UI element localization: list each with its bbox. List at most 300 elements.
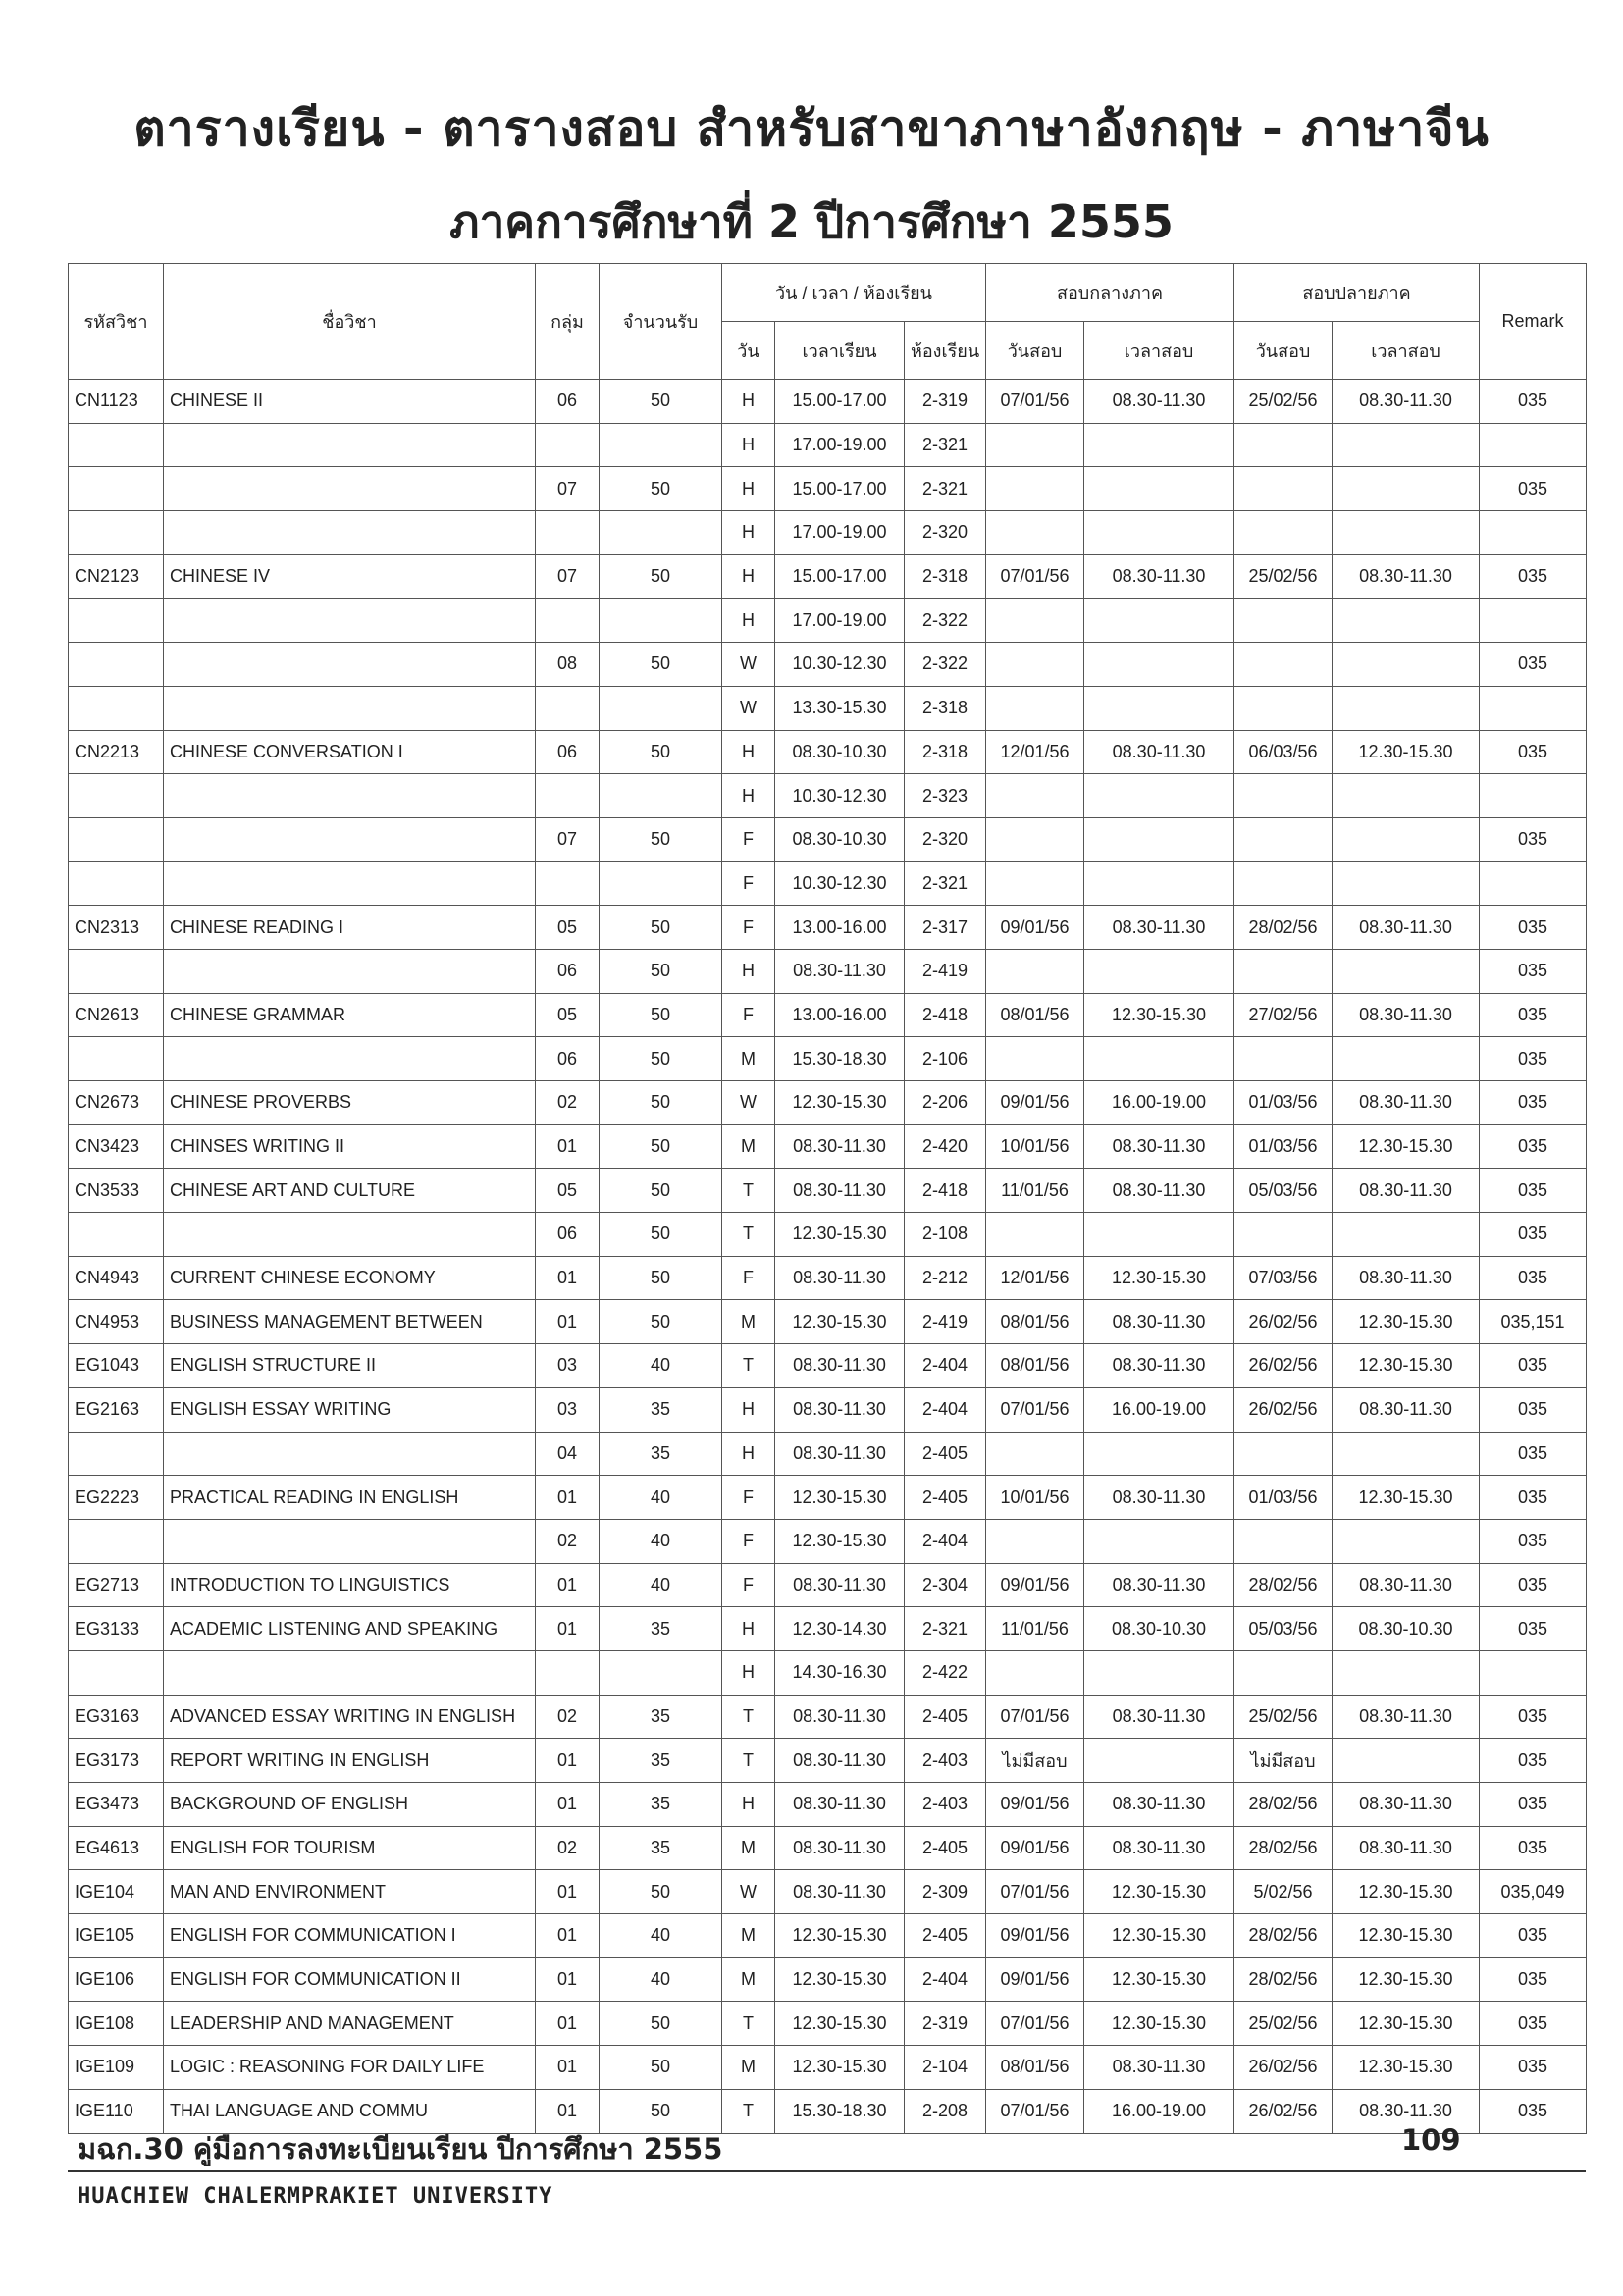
table-row (69, 993, 1587, 1037)
cell-time: 17.00-19.00 (775, 423, 905, 467)
cell-group: 01 (536, 1739, 600, 1783)
cell-code (69, 686, 164, 730)
cell-capacity (600, 861, 722, 906)
cell-midterm-date: 12/01/56 (986, 1256, 1084, 1300)
cell-final-date: 26/02/56 (1234, 1344, 1333, 1388)
cell-group: 01 (536, 1607, 600, 1651)
cell-capacity: 35 (600, 1783, 722, 1827)
cell-room: 2-404 (905, 1344, 986, 1388)
cell-time: 12.30-15.30 (775, 1957, 905, 2002)
cell-code: IGE104 (69, 1870, 164, 1914)
cell-group: 01 (536, 1300, 600, 1344)
cell-capacity: 50 (600, 2046, 722, 2090)
cell-group: 01 (536, 1783, 600, 1827)
cell-name: CHINESE GRAMMAR (164, 993, 536, 1037)
cell-final-time: 12.30-15.30 (1333, 1870, 1480, 1914)
cell-remark: 035 (1480, 1037, 1587, 1081)
cell-time: 15.30-18.30 (775, 2089, 905, 2133)
cell-midterm-date (986, 423, 1084, 467)
cell-capacity: 50 (600, 1213, 722, 1257)
cell-name (164, 467, 536, 511)
cell-capacity: 35 (600, 1695, 722, 1739)
cell-midterm-time (1084, 1213, 1234, 1257)
cell-midterm-time: 08.30-11.30 (1084, 1563, 1234, 1607)
cell-group: 07 (536, 554, 600, 599)
cell-time: 12.30-15.30 (775, 1914, 905, 1958)
cell-group (536, 599, 600, 643)
cell-name (164, 861, 536, 906)
cell-final-date (1234, 686, 1333, 730)
cell-midterm-time (1084, 599, 1234, 643)
cell-day: F (722, 861, 775, 906)
cell-name (164, 1650, 536, 1695)
table-row (69, 774, 1587, 818)
header-capacity: จำนวนรับ (600, 264, 722, 380)
table-row (69, 467, 1587, 511)
table-row (69, 1213, 1587, 1257)
table-row (69, 949, 1587, 993)
table-row (69, 554, 1587, 599)
page-number: 109 (1401, 2123, 1461, 2157)
cell-midterm-date: 08/01/56 (986, 993, 1084, 1037)
cell-remark: 035 (1480, 1124, 1587, 1169)
table-row (69, 2002, 1587, 2046)
cell-capacity: 35 (600, 1387, 722, 1432)
cell-day: W (722, 1081, 775, 1125)
cell-code (69, 423, 164, 467)
cell-room: 2-418 (905, 1169, 986, 1213)
cell-group: 06 (536, 380, 600, 424)
cell-capacity: 50 (600, 1081, 722, 1125)
cell-midterm-time (1084, 817, 1234, 861)
cell-remark: 035 (1480, 2089, 1587, 2133)
table-row (69, 1826, 1587, 1870)
cell-code: IGE110 (69, 2089, 164, 2133)
table-row (69, 1519, 1587, 1563)
cell-time: 08.30-11.30 (775, 1783, 905, 1827)
cell-final-time (1333, 511, 1480, 555)
cell-final-date: 26/02/56 (1234, 1300, 1333, 1344)
cell-capacity: 40 (600, 1519, 722, 1563)
cell-final-time (1333, 686, 1480, 730)
cell-remark (1480, 861, 1587, 906)
cell-group (536, 511, 600, 555)
cell-midterm-time (1084, 1650, 1234, 1695)
cell-remark: 035 (1480, 2002, 1587, 2046)
cell-remark: 035 (1480, 1957, 1587, 2002)
cell-midterm-time: 08.30-11.30 (1084, 1344, 1234, 1388)
cell-remark: 035 (1480, 1081, 1587, 1125)
cell-day: T (722, 2002, 775, 2046)
cell-final-time: 08.30-11.30 (1333, 2089, 1480, 2133)
cell-time: 12.30-15.30 (775, 1081, 905, 1125)
cell-group: 06 (536, 730, 600, 774)
cell-code (69, 949, 164, 993)
cell-time: 08.30-11.30 (775, 1387, 905, 1432)
cell-day: H (722, 380, 775, 424)
cell-name: ENGLISH STRUCTURE II (164, 1344, 536, 1388)
cell-final-time (1333, 1213, 1480, 1257)
cell-group: 02 (536, 1519, 600, 1563)
table-header (69, 264, 1587, 380)
cell-capacity: 50 (600, 554, 722, 599)
cell-remark: 035 (1480, 1256, 1587, 1300)
cell-midterm-time (1084, 1739, 1234, 1783)
cell-code: EG2163 (69, 1387, 164, 1432)
cell-midterm-date: 07/01/56 (986, 2002, 1084, 2046)
cell-group: 06 (536, 1037, 600, 1081)
cell-time: 08.30-11.30 (775, 1256, 905, 1300)
cell-day: H (722, 599, 775, 643)
cell-remark (1480, 686, 1587, 730)
cell-day: T (722, 1344, 775, 1388)
cell-remark (1480, 423, 1587, 467)
cell-time: 15.00-17.00 (775, 380, 905, 424)
cell-remark: 035 (1480, 1607, 1587, 1651)
cell-capacity: 50 (600, 643, 722, 687)
cell-remark: 035 (1480, 730, 1587, 774)
cell-name: LEADERSHIP AND MANAGEMENT (164, 2002, 536, 2046)
header-name: ชื่อวิชา (164, 264, 536, 380)
cell-name (164, 1213, 536, 1257)
cell-room: 2-206 (905, 1081, 986, 1125)
cell-midterm-time (1084, 423, 1234, 467)
cell-code (69, 1519, 164, 1563)
cell-final-date: 25/02/56 (1234, 2002, 1333, 2046)
cell-group: 06 (536, 949, 600, 993)
cell-time: 10.30-12.30 (775, 643, 905, 687)
cell-midterm-time: 12.30-15.30 (1084, 993, 1234, 1037)
header-final: สอบปลายภาค (1234, 264, 1480, 322)
cell-final-date: 25/02/56 (1234, 380, 1333, 424)
cell-midterm-date (986, 1037, 1084, 1081)
cell-room: 2-321 (905, 1607, 986, 1651)
cell-midterm-date: 10/01/56 (986, 1476, 1084, 1520)
cell-code: EG3163 (69, 1695, 164, 1739)
table-row (69, 1957, 1587, 2002)
cell-capacity: 40 (600, 1957, 722, 2002)
table-row (69, 1081, 1587, 1125)
header-class-group: วัน / เวลา / ห้องเรียน (722, 264, 986, 322)
cell-capacity: 35 (600, 1607, 722, 1651)
cell-name: ACADEMIC LISTENING AND SPEAKING (164, 1607, 536, 1651)
cell-capacity: 50 (600, 380, 722, 424)
cell-day: H (722, 554, 775, 599)
cell-time: 14.30-16.30 (775, 1650, 905, 1695)
cell-name (164, 1037, 536, 1081)
cell-midterm-date (986, 467, 1084, 511)
cell-final-date: 28/02/56 (1234, 1826, 1333, 1870)
header-group: กลุ่ม (536, 264, 600, 380)
cell-code (69, 1432, 164, 1476)
cell-code: CN2313 (69, 906, 164, 950)
cell-midterm-time: 16.00-19.00 (1084, 2089, 1234, 2133)
cell-final-date (1234, 643, 1333, 687)
cell-day: H (722, 423, 775, 467)
cell-midterm-date (986, 599, 1084, 643)
cell-remark: 035 (1480, 1783, 1587, 1827)
header-room: ห้องเรียน (905, 322, 986, 380)
cell-final-date: 28/02/56 (1234, 906, 1333, 950)
cell-final-date: 07/03/56 (1234, 1256, 1333, 1300)
cell-final-date: ไม่มีสอบ (1234, 1739, 1333, 1783)
cell-time: 15.00-17.00 (775, 467, 905, 511)
cell-name: INTRODUCTION TO LINGUISTICS (164, 1563, 536, 1607)
header-day: วัน (722, 322, 775, 380)
cell-room: 2-318 (905, 730, 986, 774)
cell-remark: 035 (1480, 2046, 1587, 2090)
cell-capacity: 50 (600, 906, 722, 950)
table-row (69, 1300, 1587, 1344)
cell-room: 2-420 (905, 1124, 986, 1169)
cell-name: BACKGROUND OF ENGLISH (164, 1783, 536, 1827)
cell-group: 01 (536, 2089, 600, 2133)
cell-day: H (722, 730, 775, 774)
cell-room: 2-212 (905, 1256, 986, 1300)
cell-day: F (722, 1563, 775, 1607)
cell-capacity: 50 (600, 1300, 722, 1344)
cell-final-date (1234, 1519, 1333, 1563)
cell-final-date (1234, 1213, 1333, 1257)
cell-day: T (722, 1695, 775, 1739)
cell-code: IGE109 (69, 2046, 164, 2090)
cell-code: CN2673 (69, 1081, 164, 1125)
cell-code (69, 599, 164, 643)
cell-midterm-date: 07/01/56 (986, 554, 1084, 599)
cell-code (69, 774, 164, 818)
cell-midterm-time: 16.00-19.00 (1084, 1387, 1234, 1432)
table-row (69, 861, 1587, 906)
cell-remark: 035 (1480, 467, 1587, 511)
cell-group: 02 (536, 1081, 600, 1125)
cell-remark (1480, 599, 1587, 643)
cell-code: EG4613 (69, 1826, 164, 1870)
cell-day: H (722, 467, 775, 511)
cell-final-time: 12.30-15.30 (1333, 1300, 1480, 1344)
cell-code: EG3173 (69, 1739, 164, 1783)
cell-name (164, 643, 536, 687)
cell-remark: 035 (1480, 1476, 1587, 1520)
cell-final-time (1333, 599, 1480, 643)
cell-final-date (1234, 423, 1333, 467)
cell-remark: 035 (1480, 1914, 1587, 1958)
cell-midterm-time: 12.30-15.30 (1084, 1957, 1234, 2002)
cell-midterm-date: 08/01/56 (986, 1344, 1084, 1388)
cell-final-time: 12.30-15.30 (1333, 2002, 1480, 2046)
cell-room: 2-403 (905, 1739, 986, 1783)
cell-name: ENGLISH FOR TOURISM (164, 1826, 536, 1870)
cell-time: 12.30-15.30 (775, 2046, 905, 2090)
cell-name (164, 599, 536, 643)
cell-final-date (1234, 1432, 1333, 1476)
cell-midterm-date: 11/01/56 (986, 1169, 1084, 1213)
cell-day: F (722, 817, 775, 861)
cell-midterm-date: 07/01/56 (986, 380, 1084, 424)
cell-time: 08.30-11.30 (775, 1739, 905, 1783)
cell-name: CHINSES WRITING II (164, 1124, 536, 1169)
footer-handbook: มฉก.30 คู่มือการลงทะเบียนเรียน ปีการศึกษา 2555 (78, 2132, 723, 2166)
cell-day: H (722, 1432, 775, 1476)
cell-day: T (722, 2089, 775, 2133)
cell-name (164, 949, 536, 993)
cell-midterm-time (1084, 467, 1234, 511)
cell-room: 2-317 (905, 906, 986, 950)
cell-midterm-time (1084, 1432, 1234, 1476)
cell-room: 2-323 (905, 774, 986, 818)
cell-time: 08.30-11.30 (775, 1563, 905, 1607)
cell-name (164, 1519, 536, 1563)
cell-midterm-time: 08.30-11.30 (1084, 1476, 1234, 1520)
cell-final-time (1333, 817, 1480, 861)
cell-group: 02 (536, 1695, 600, 1739)
footer-divider (68, 2170, 1586, 2172)
cell-room: 2-405 (905, 1826, 986, 1870)
cell-remark: 035 (1480, 1826, 1587, 1870)
cell-midterm-time (1084, 511, 1234, 555)
cell-midterm-date (986, 1213, 1084, 1257)
cell-final-date: 01/03/56 (1234, 1124, 1333, 1169)
cell-room: 2-405 (905, 1914, 986, 1958)
cell-group: 08 (536, 643, 600, 687)
cell-remark: 035 (1480, 1695, 1587, 1739)
cell-name: REPORT WRITING IN ENGLISH (164, 1739, 536, 1783)
cell-group (536, 686, 600, 730)
cell-day: F (722, 1256, 775, 1300)
cell-code: IGE106 (69, 1957, 164, 2002)
cell-code: EG1043 (69, 1344, 164, 1388)
cell-day: W (722, 1870, 775, 1914)
cell-midterm-time: 12.30-15.30 (1084, 1256, 1234, 1300)
cell-final-time: 08.30-11.30 (1333, 554, 1480, 599)
cell-midterm-date: 09/01/56 (986, 1957, 1084, 2002)
cell-remark: 035 (1480, 906, 1587, 950)
cell-capacity: 40 (600, 1476, 722, 1520)
cell-capacity (600, 1650, 722, 1695)
cell-time: 08.30-11.30 (775, 1432, 905, 1476)
cell-room: 2-405 (905, 1476, 986, 1520)
cell-midterm-time (1084, 686, 1234, 730)
cell-room: 2-321 (905, 467, 986, 511)
cell-remark (1480, 511, 1587, 555)
cell-midterm-date: 11/01/56 (986, 1607, 1084, 1651)
cell-day: H (722, 1783, 775, 1827)
cell-midterm-time: 08.30-10.30 (1084, 1607, 1234, 1651)
table-row (69, 1870, 1587, 1914)
header-remark: Remark (1480, 264, 1587, 380)
cell-code: EG3133 (69, 1607, 164, 1651)
cell-remark: 035 (1480, 1213, 1587, 1257)
cell-midterm-time: 08.30-11.30 (1084, 906, 1234, 950)
cell-code (69, 643, 164, 687)
cell-final-time: 12.30-15.30 (1333, 1476, 1480, 1520)
cell-midterm-time (1084, 1037, 1234, 1081)
table-row (69, 730, 1587, 774)
table-row (69, 380, 1587, 424)
cell-day: H (722, 949, 775, 993)
cell-code: CN2213 (69, 730, 164, 774)
cell-final-date: 06/03/56 (1234, 730, 1333, 774)
cell-final-time: 12.30-15.30 (1333, 1344, 1480, 1388)
cell-code (69, 1037, 164, 1081)
cell-capacity: 50 (600, 730, 722, 774)
cell-time: 08.30-10.30 (775, 817, 905, 861)
cell-group: 06 (536, 1213, 600, 1257)
cell-time: 12.30-15.30 (775, 1300, 905, 1344)
table-row (69, 817, 1587, 861)
cell-group (536, 774, 600, 818)
cell-midterm-date (986, 643, 1084, 687)
cell-time: 13.00-16.00 (775, 993, 905, 1037)
cell-midterm-date: 08/01/56 (986, 1300, 1084, 1344)
cell-capacity (600, 774, 722, 818)
cell-remark (1480, 1650, 1587, 1695)
cell-final-time (1333, 1739, 1480, 1783)
cell-midterm-time: 08.30-11.30 (1084, 1300, 1234, 1344)
cell-room: 2-405 (905, 1695, 986, 1739)
cell-room: 2-404 (905, 1387, 986, 1432)
cell-midterm-date (986, 817, 1084, 861)
cell-room: 2-309 (905, 1870, 986, 1914)
cell-midterm-time: 12.30-15.30 (1084, 1870, 1234, 1914)
table-row (69, 2046, 1587, 2090)
cell-day: F (722, 906, 775, 950)
cell-room: 2-403 (905, 1783, 986, 1827)
header-midterm: สอบกลางภาค (986, 264, 1234, 322)
cell-midterm-date (986, 861, 1084, 906)
cell-remark: 035 (1480, 1169, 1587, 1213)
cell-name (164, 817, 536, 861)
cell-capacity (600, 423, 722, 467)
cell-time: 17.00-19.00 (775, 599, 905, 643)
cell-group: 05 (536, 906, 600, 950)
table-row (69, 1037, 1587, 1081)
cell-group: 03 (536, 1387, 600, 1432)
cell-group: 01 (536, 2046, 600, 2090)
cell-remark: 035 (1480, 1519, 1587, 1563)
cell-name (164, 423, 536, 467)
cell-room: 2-404 (905, 1957, 986, 2002)
cell-capacity: 50 (600, 2002, 722, 2046)
cell-name: ADVANCED ESSAY WRITING IN ENGLISH (164, 1695, 536, 1739)
cell-final-time: 08.30-11.30 (1333, 1563, 1480, 1607)
cell-final-time: 08.30-11.30 (1333, 993, 1480, 1037)
cell-final-date (1234, 599, 1333, 643)
cell-final-date: 28/02/56 (1234, 1563, 1333, 1607)
cell-final-date: 05/03/56 (1234, 1169, 1333, 1213)
cell-time: 12.30-15.30 (775, 1519, 905, 1563)
cell-time: 08.30-11.30 (775, 1169, 905, 1213)
cell-remark (1480, 774, 1587, 818)
cell-room: 2-108 (905, 1213, 986, 1257)
cell-midterm-time: 08.30-11.30 (1084, 730, 1234, 774)
cell-midterm-time: 08.30-11.30 (1084, 1169, 1234, 1213)
cell-final-date: 28/02/56 (1234, 1783, 1333, 1827)
cell-time: 13.30-15.30 (775, 686, 905, 730)
cell-time: 08.30-11.30 (775, 1695, 905, 1739)
cell-room: 2-322 (905, 643, 986, 687)
table-body (69, 380, 1587, 2134)
cell-room: 2-320 (905, 817, 986, 861)
cell-group: 01 (536, 1870, 600, 1914)
cell-time: 17.00-19.00 (775, 511, 905, 555)
cell-code: CN2613 (69, 993, 164, 1037)
cell-code (69, 1213, 164, 1257)
cell-code: CN3533 (69, 1169, 164, 1213)
cell-capacity: 50 (600, 1124, 722, 1169)
cell-group (536, 423, 600, 467)
cell-final-time: 12.30-15.30 (1333, 1124, 1480, 1169)
footer-university: HUACHIEW CHALERMPRAKIET UNIVERSITY (78, 2184, 553, 2209)
